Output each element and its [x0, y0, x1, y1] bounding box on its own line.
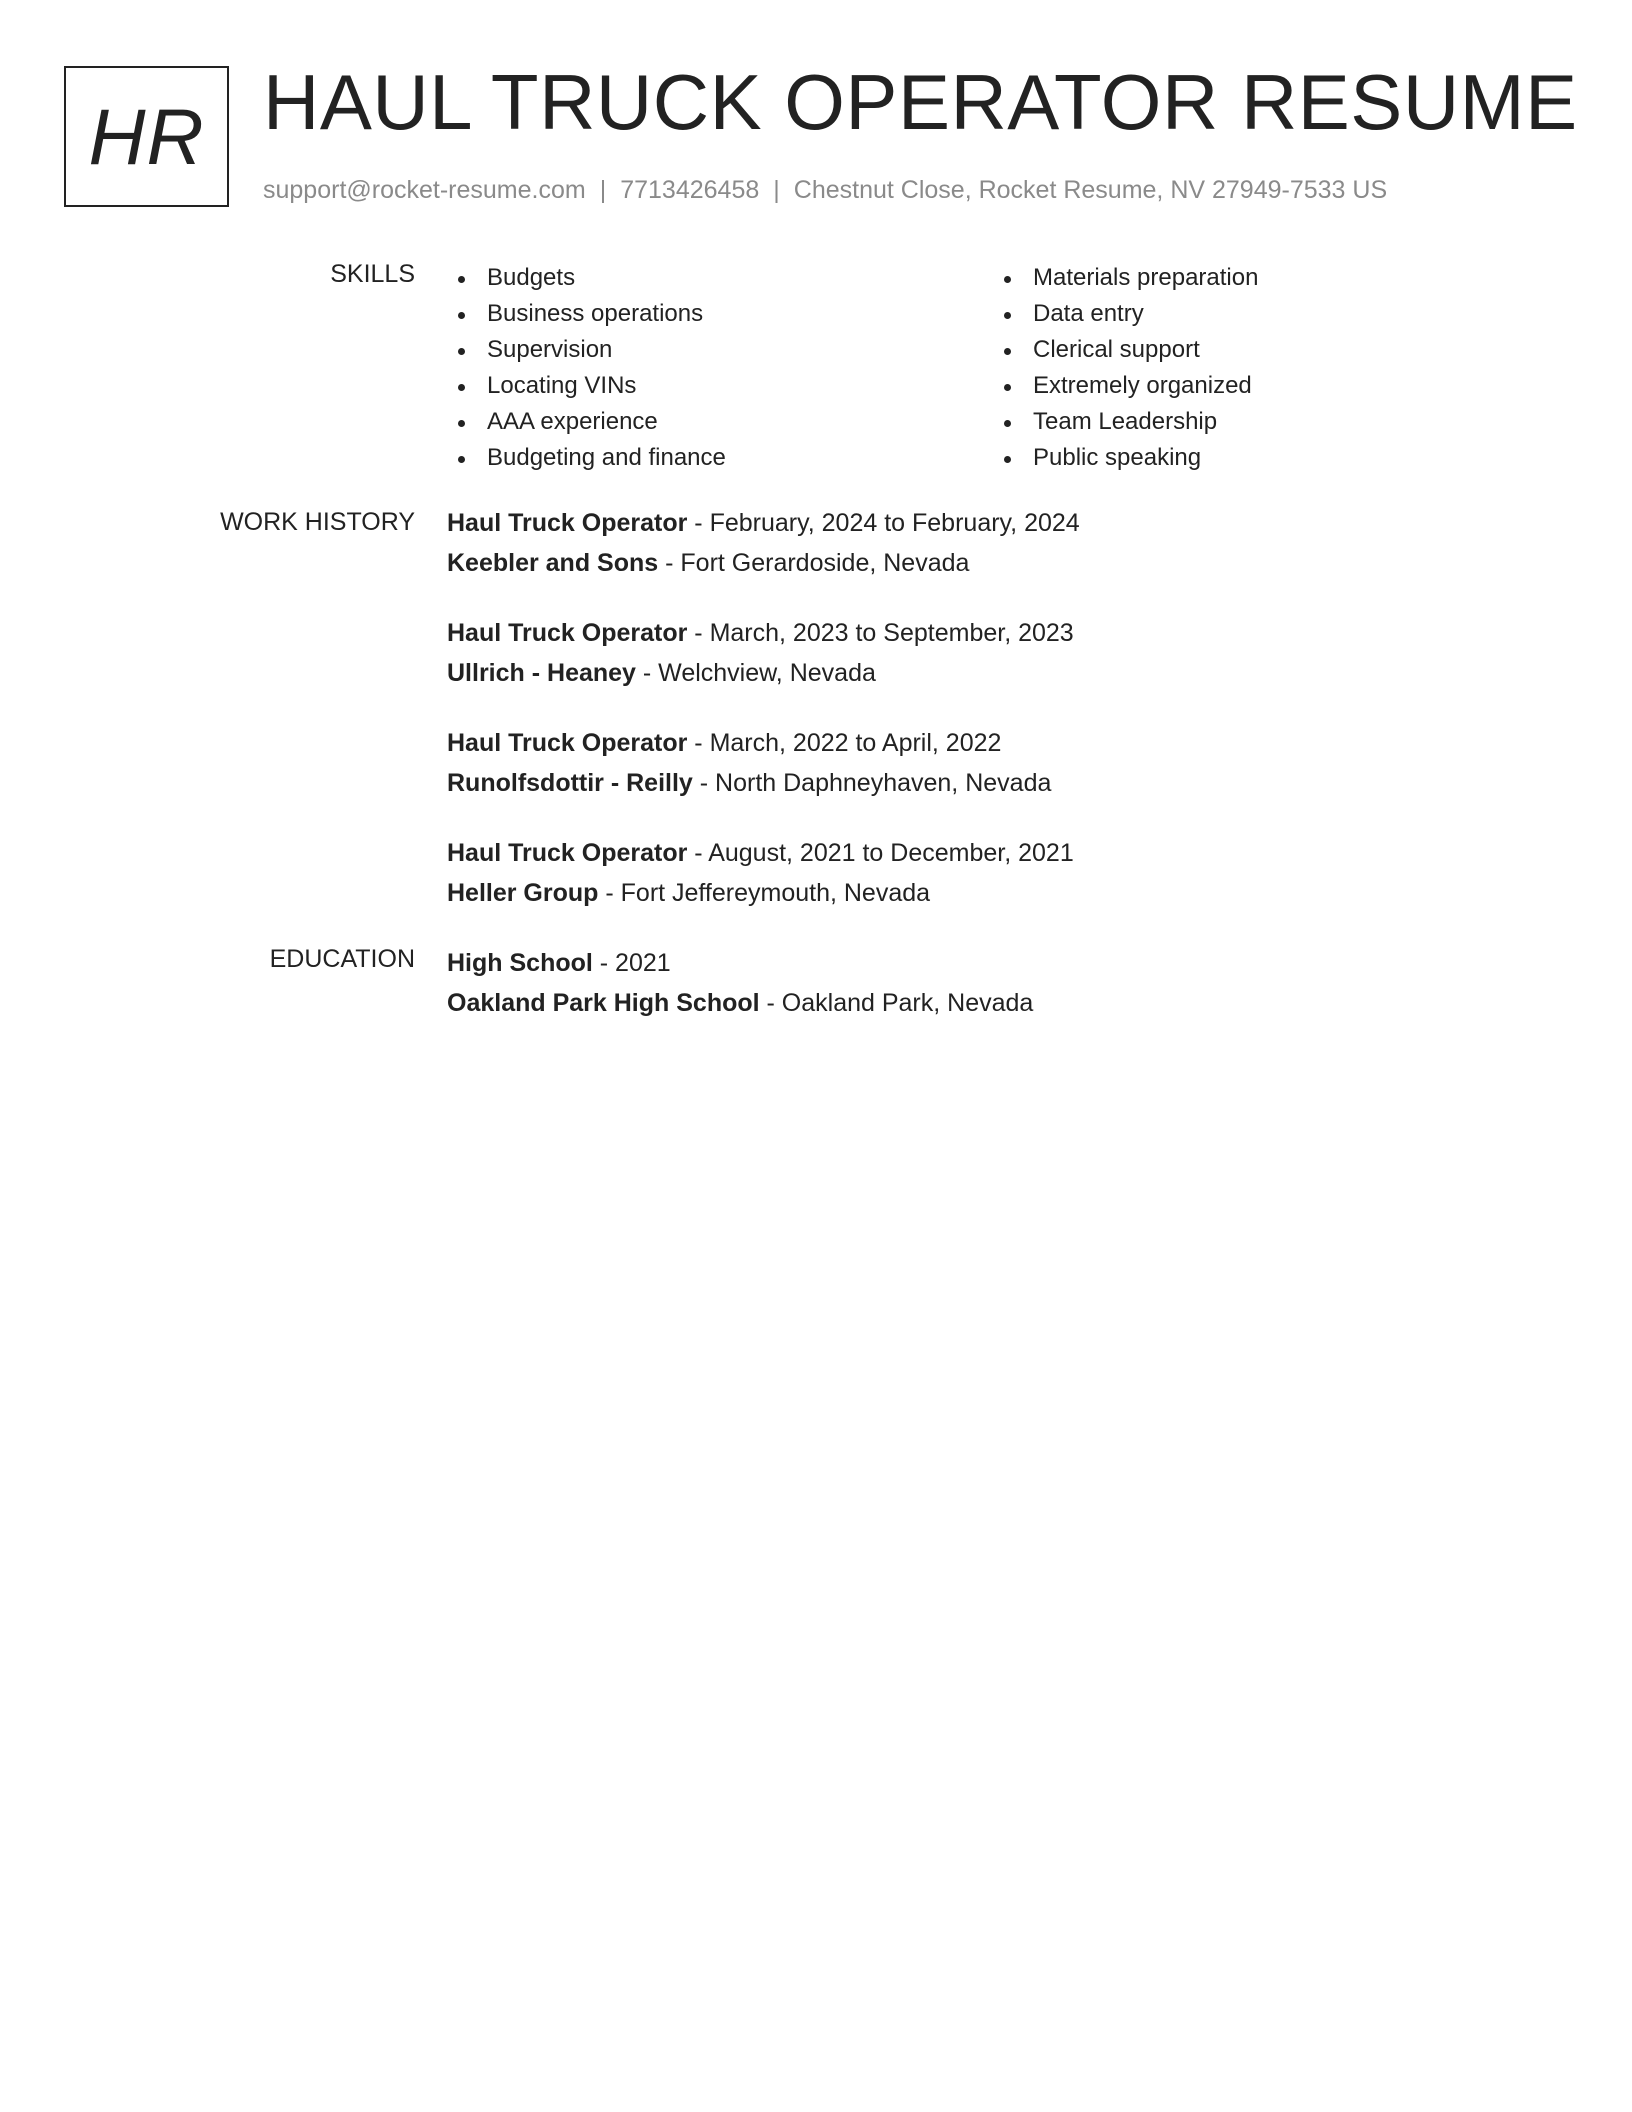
job-title-line: [447, 613, 1074, 653]
job-title-line: [447, 723, 1051, 763]
skill-item: Materials preparation: [989, 260, 1258, 296]
skill-item: Locating VINs: [443, 368, 726, 404]
job-dates: - August, 2021 to December, 2021: [687, 839, 1074, 867]
job-employer: Keebler and Sons: [447, 549, 659, 577]
job-title: Haul Truck Operator: [447, 729, 688, 757]
contact-line: [263, 174, 1387, 206]
education-degree-line: [447, 943, 1033, 983]
job-dates: - February, 2024 to February, 2024: [687, 509, 1080, 537]
job-employer: Runolfsdottir - Reilly: [447, 769, 693, 797]
education-entry: [447, 943, 1033, 1023]
job-title: Haul Truck Operator: [447, 619, 688, 647]
skill-item: Extremely organized: [989, 368, 1258, 404]
skill-item: Business operations: [443, 296, 726, 332]
job-employer-line: [447, 873, 1074, 913]
job-dates: - March, 2023 to September, 2023: [687, 619, 1074, 647]
skill-item: Clerical support: [989, 332, 1258, 368]
contact-separator: |: [773, 176, 780, 204]
job-employer-line: [447, 763, 1051, 803]
education-year: - 2021: [592, 949, 671, 977]
job-location: - Fort Jeffereymouth, Nevada: [598, 879, 931, 907]
job-employer-line: [447, 543, 1080, 583]
job-employer: Ullrich - Heaney: [447, 659, 636, 687]
job-employer-line: [447, 653, 1074, 693]
monogram-logo: [64, 66, 229, 207]
work-history-section-label: WORK HISTORY: [220, 508, 415, 536]
job-location: - North Daphneyhaven, Nevada: [692, 769, 1052, 797]
contact-separator: |: [599, 176, 607, 204]
skills-section-label: SKILLS: [330, 260, 415, 288]
skill-item: AAA experience: [443, 404, 726, 440]
job-employer: Heller Group: [447, 879, 599, 907]
job-title-line: [447, 503, 1080, 543]
job-entry: [447, 723, 1051, 803]
skill-item: Budgets: [443, 260, 726, 296]
education-degree: High School: [447, 949, 593, 977]
contact-email[interactable]: support@rocket-resume.com: [263, 176, 586, 204]
job-location: - Welchview, Nevada: [635, 659, 876, 687]
education-location: - Oakland Park, Nevada: [759, 989, 1034, 1017]
education-school-line: [447, 983, 1033, 1023]
education-section-label: EDUCATION: [269, 945, 415, 973]
skills-list-column-1: [443, 260, 726, 476]
job-dates: - March, 2022 to April, 2022: [687, 729, 1002, 757]
job-title: Haul Truck Operator: [447, 509, 688, 537]
skills-list-column-2: [989, 260, 1258, 476]
skill-item: Budgeting and finance: [443, 440, 726, 476]
job-entry: [447, 503, 1080, 583]
resume-title: HAUL TRUCK OPERATOR RESUME: [263, 58, 1578, 146]
skill-item: Public speaking: [989, 440, 1258, 476]
monogram-initials: HR: [88, 92, 205, 181]
contact-address: Chestnut Close, Rocket Resume, NV 27949-7533 US: [793, 176, 1388, 204]
job-title: Haul Truck Operator: [447, 839, 688, 867]
education-school: Oakland Park High School: [447, 989, 760, 1017]
job-location: - Fort Gerardoside, Nevada: [658, 549, 970, 577]
job-entry: [447, 613, 1074, 693]
job-title-line: [447, 833, 1074, 873]
skill-item: Team Leadership: [989, 404, 1258, 440]
skill-item: Data entry: [989, 296, 1258, 332]
job-entry: [447, 833, 1074, 913]
skill-item: Supervision: [443, 332, 726, 368]
contact-phone[interactable]: 7713426458: [620, 176, 760, 204]
